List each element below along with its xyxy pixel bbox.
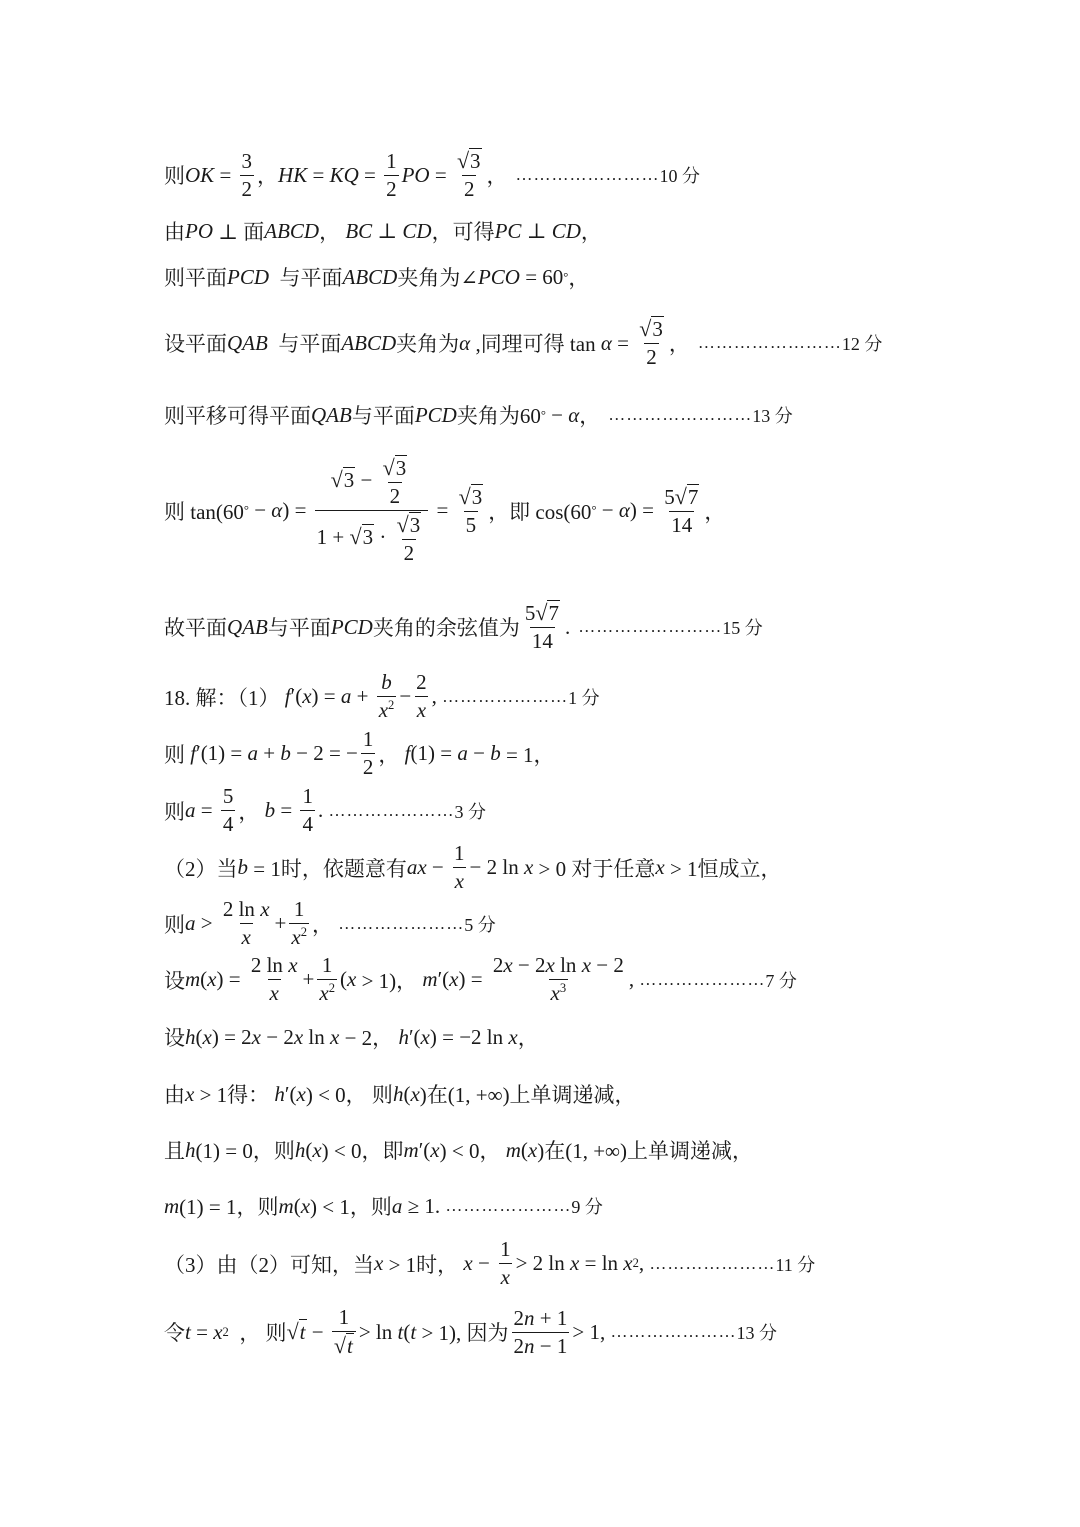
score-mark: 15 分 [722,618,763,638]
dot-leader: …………………… [515,165,660,184]
solution-line-17: m (1) = 1，则 m ( x ) < 1，则 a ≥ 1. ………………… 9 分 [164,1193,603,1219]
solution-line-7: 故平面 QAB 与平面 PCD 夹角的余弦值为 5 √ 7 14 . …………………… 15 分 [164,600,763,653]
score-mark: 7 分 [765,970,797,991]
score-mark: 13 分 [752,406,793,426]
solution-line-10: 则 a = $\frac{5}{4}$ ， b = $\frac{1}{4}$ . ………………… 3 分 [164,784,486,836]
score-mark: 5 分 [464,914,496,935]
dot-leader: ………………… [338,913,465,933]
solution-line-11: （2）当 b = 1时，依题意有 ax − $\frac{1}{x}$ − 2 ln x > 0 对于任意 x > 1恒成立， [164,841,782,893]
score-mark: 9 分 [571,1197,603,1217]
score-mark: 10 分 [659,166,701,186]
dot-leader: ………………… [442,686,569,706]
dot-leader: ………………… [328,800,455,820]
dot-leader: …………………… [578,617,723,636]
solution-line-2: 由 PO ⊥ 面 ABCD ， BC ⊥ CD ，可得 PC ⊥ CD ， [164,218,602,244]
solution-line-18: （3）由（2）可知，当 x > 1时， x − $\frac{1}{x}$ > 2 ln x = ln x 2 , ………………… 11 分 [164,1237,816,1289]
solution-line-3: 则平面 PCD 与平面 ABCD 夹角为∠ PCO = 60 ° ， [164,264,590,290]
score-mark: 1 分 [568,687,600,708]
solution-line-4: 设平面 QAB 与平面 ABCD 夹角为 α ,同理可得 tan α = √ 3 2 ， …………………… 12 分 [164,316,883,369]
score-mark: 12 分 [841,334,883,354]
dot-leader: …………………… [697,333,842,352]
score-mark: 3 分 [454,801,486,822]
solution-line-9: 则 f ′(1) = a + b − 2 = − $\frac{1}{2}$ ， f (1) = a − b = 1， [164,727,555,779]
solution-line-1: 则 OK = $\frac{3}{2}$ ， HK = KQ = $\frac{1}{2}$ PO = √ 3 2 ， …………………… 10 分 [164,148,701,201]
solution-line-19: 令 t = x 2 ， 则 √ t − 1 √ t > ln t ( t > 1), 因为 $\frac{2n + 1}{2n - 1}$ > 1, ………………… 13 分 [164,1305,777,1358]
solution-line-6: 则 tan(60 ° − α ) = √ 3 − √ 3 2 1 + √ 3 · √ 3 2 = √ 3 5 ，即 cos(60 ° − α ) = 5 √ 7 14 ， [164,455,726,565]
solution-line-13: 设 m ( x ) = $\frac{\text{2 ln x}}{x}$ + $\frac{1}{x^2}$ ( x > 1)， m ′( x ) = $\frac{\text{2x − 2x ln x − 2}}{x^3}$ , ………………… 7 分 [164,953,797,1005]
score-mark: 11 分 [775,1254,816,1275]
solution-line-15: 由 x > 1得： h ′( x ) < 0， 则 h ( x )在(1, +∞)上单调递减， [164,1081,636,1107]
dot-leader: ………………… [610,1322,737,1341]
dot-leader: ………………… [639,969,766,989]
solution-line-12: 则 a > $\frac{\text{2 ln x}}{x}$ + $\frac{1}{x^2}$ ， ………………… 5 分 [164,897,496,949]
dot-leader: ………………… [649,1253,776,1273]
dot-leader: …………………… [608,405,753,424]
solution-line-8: 18. 解：（1） f ′( x ) = a + $\frac{b}{x^2}$ − $\frac{2}{x}$ , ………………… 1 分 [164,670,600,722]
solution-line-16: 且 h (1) = 0，则 h ( x ) < 0，即 m ′( x ) < 0， m ( x )在(1, +∞)上单调递减， [164,1137,753,1163]
solution-line-14: 设 h ( x ) = 2 x − 2 x ln x − 2， h ′( x ) = −2 ln x ， [164,1024,539,1050]
solution-line-5: 则平移可得平面 QAB 与平面 PCD 夹角为60 ° − α ， …………………… 13 分 [164,402,793,428]
score-mark: 13 分 [736,1323,777,1343]
dot-leader: ………………… [445,1196,572,1215]
